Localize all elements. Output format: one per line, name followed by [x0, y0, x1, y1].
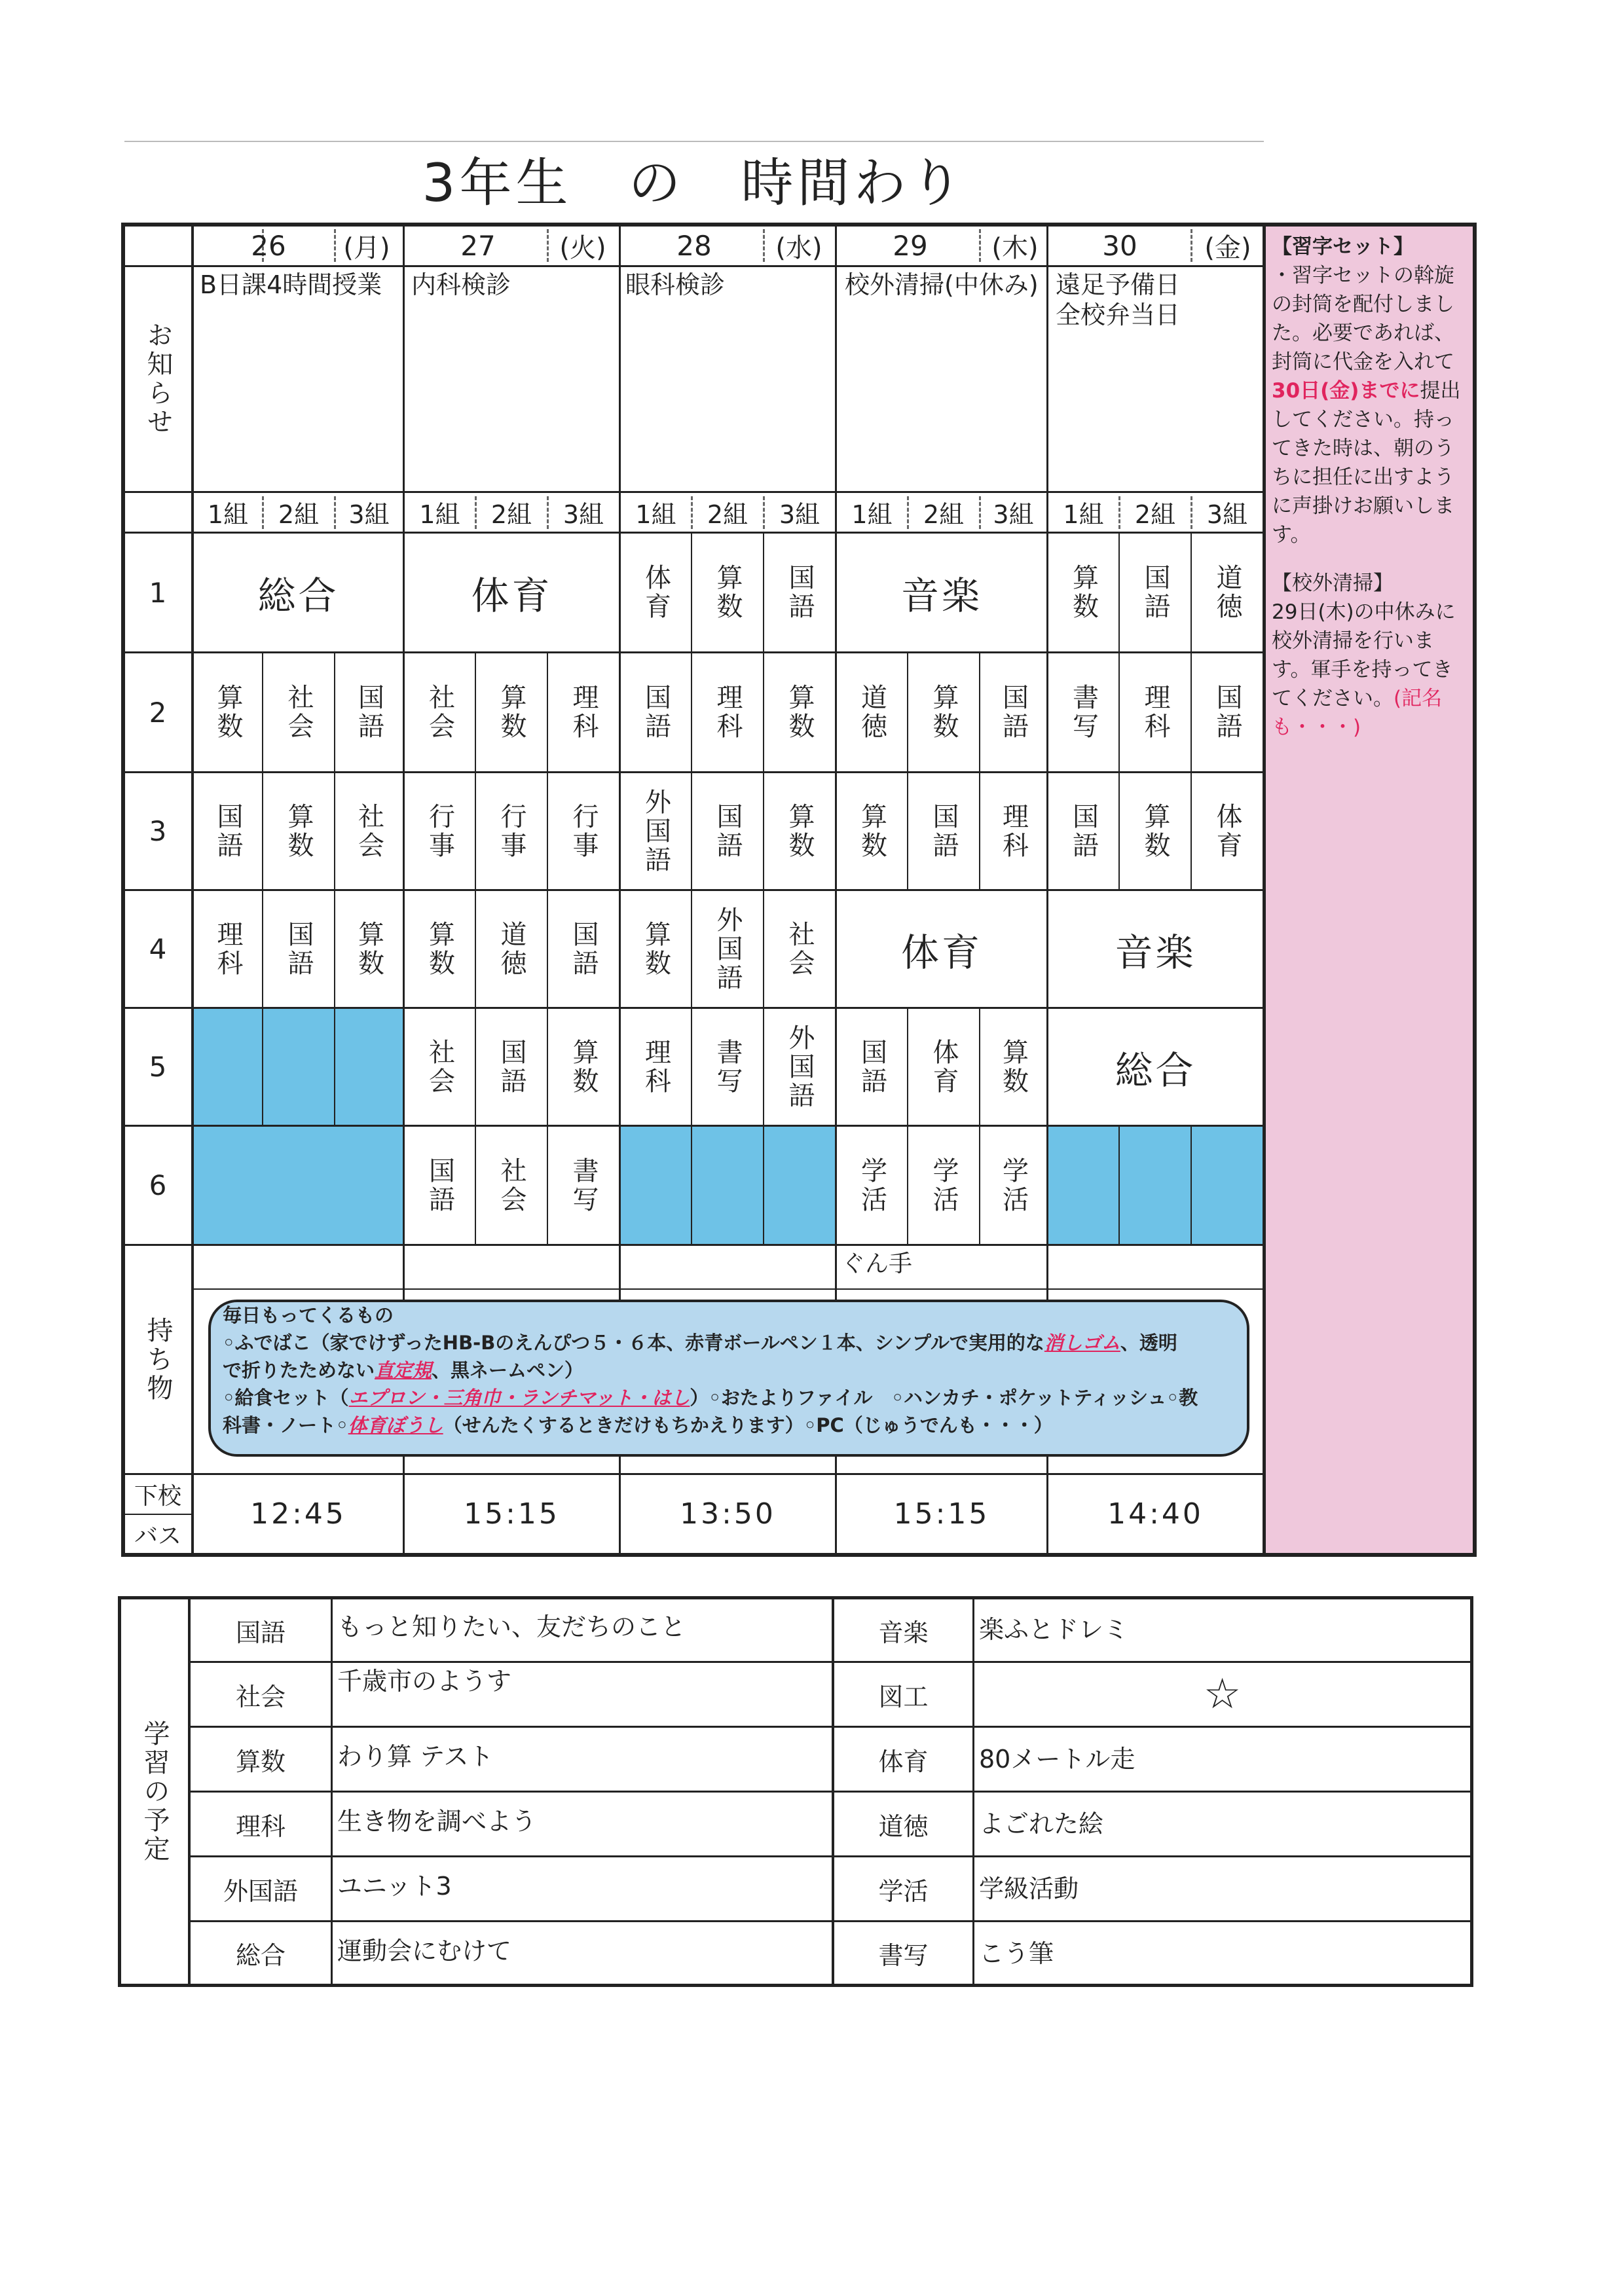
subject-cell: 社会 — [284, 683, 314, 741]
subject-cell: 学活 — [998, 1156, 1029, 1214]
subject-cell: 書写 — [712, 1038, 743, 1096]
notice-tue: 内科検診 — [411, 270, 511, 299]
subject-cell-merged: 総合 — [257, 574, 339, 618]
subject-cell: 外国語 — [640, 788, 671, 875]
empty-cell-fri-p6 — [1048, 1126, 1264, 1244]
subject-cell: 外国語 — [712, 905, 743, 993]
notice-thu: 校外清掃(中休み) — [845, 270, 1039, 299]
notice-mon: B日課4時間授業 — [200, 270, 382, 299]
group-label: 1組 — [1063, 500, 1104, 529]
group-label: 2組 — [1134, 500, 1176, 529]
dismissal-time: 15:15 — [893, 1497, 990, 1531]
plan-subject: 外国語 — [223, 1876, 298, 1906]
plan-content: 80メートル走 — [979, 1745, 1135, 1774]
subject-cell: 国語 — [1140, 564, 1170, 621]
subject-cell: 国語 — [998, 683, 1029, 741]
subject-cell: 書写 — [568, 1156, 599, 1214]
plan-subject: 総合 — [235, 1941, 286, 1970]
plan-content: 運動会にむけて — [337, 1937, 512, 1965]
plan-content: わり算 テスト — [337, 1742, 494, 1771]
subject-cell: 国語 — [284, 920, 314, 978]
period-number: 2 — [149, 696, 167, 729]
subject-cell: 道徳 — [857, 683, 887, 741]
subject-cell: 算数 — [929, 683, 959, 741]
group-label: 3組 — [348, 500, 390, 529]
plan-content: 千歳市のようす — [337, 1667, 512, 1696]
subject-cell: 算数 — [712, 564, 743, 621]
side-note-heading: 【習字セット】 — [1272, 235, 1414, 259]
day-date: 30 — [1102, 229, 1137, 262]
group-label: 1組 — [635, 500, 676, 529]
plan-subject: 学活 — [878, 1876, 929, 1906]
dismissal-time: 14:40 — [1107, 1497, 1204, 1531]
subject-cell: 学活 — [857, 1156, 887, 1214]
subject-cell: 理科 — [568, 683, 599, 741]
dismissal-label-top: 下校 — [134, 1483, 181, 1510]
subject-cell: 社会 — [784, 920, 815, 978]
plan-content: 楽ふとドレミ — [979, 1615, 1129, 1644]
side-note-body: ・習字セットの斡旋の封筒を配付しました。必要であれば、封筒に代金を入れて30日(金)までに提出してください。持ってきた時は、朝のうちに担任に出すように声掛けお願いします。 — [1272, 264, 1461, 547]
subject-cell: 学活 — [929, 1156, 959, 1214]
belongings-label: 持ち物 — [143, 1316, 173, 1403]
plan-content: 学級活動 — [979, 1874, 1079, 1903]
subject-cell: 国語 — [354, 683, 384, 741]
subject-cell: 理科 — [998, 802, 1029, 860]
day-date: 28 — [676, 229, 712, 262]
subject-cell: 道徳 — [1212, 564, 1242, 621]
subject-cell: 算数 — [284, 802, 314, 860]
dismissal-time: 15:15 — [464, 1497, 560, 1531]
plan-subject: 道徳 — [878, 1812, 929, 1841]
subject-cell: 国語 — [568, 920, 599, 978]
group-label: 3組 — [993, 500, 1034, 529]
subject-cell-merged: 音楽 — [900, 574, 982, 618]
side-note-body: 29日(木)の中休みに校外清掃を行います。軍手を持ってきてください。(記名も・・・) — [1272, 600, 1456, 739]
day-of-week: (木) — [991, 232, 1039, 263]
subject-cell-merged: 体育 — [471, 574, 553, 618]
plan-subject: 理科 — [235, 1812, 286, 1841]
group-label: 2組 — [490, 500, 532, 529]
plan-subject: 図工 — [878, 1682, 929, 1711]
subject-cell-merged: 総合 — [1115, 1048, 1196, 1093]
subject-cell: 体育 — [929, 1038, 959, 1096]
daily-items-line: 科書・ノート◦体育ぼうし（せんたくするときだけもちかえります）◦PC（じゅうでんも・・・） — [223, 1414, 1053, 1436]
group-label: 3組 — [563, 500, 604, 529]
side-note — [1272, 232, 1468, 742]
group-label: 1組 — [419, 500, 460, 529]
subject-cell: 行事 — [424, 802, 455, 860]
subject-cell: 国語 — [496, 1038, 526, 1096]
dismissal-label-bottom: バス — [134, 1522, 181, 1550]
plan-subject: 国語 — [235, 1618, 286, 1647]
subject-cell: 理科 — [712, 683, 743, 741]
subject-cell: 算数 — [784, 802, 815, 860]
subject-cell: 国語 — [424, 1156, 455, 1214]
dismissal-time: 12:45 — [250, 1497, 346, 1531]
subject-cell: 算数 — [496, 683, 526, 741]
plan-content: ユニット3 — [337, 1872, 452, 1901]
subject-cell: 算数 — [784, 683, 815, 741]
subject-cell: 書写 — [1068, 683, 1099, 741]
day-date: 26 — [251, 229, 286, 262]
subject-cell: 算数 — [213, 683, 243, 741]
plan-content: もっと知りたい、友だちのこと — [337, 1613, 686, 1641]
day-of-week: (月) — [343, 232, 390, 263]
plan-subject: 算数 — [235, 1747, 286, 1776]
subject-cell: 国語 — [213, 802, 243, 860]
plan-subject: 音楽 — [878, 1618, 929, 1647]
subject-cell: 社会 — [424, 683, 455, 741]
subject-cell: 理科 — [213, 920, 243, 978]
subject-cell: 算数 — [1140, 802, 1170, 860]
subject-cell: 算数 — [998, 1038, 1029, 1096]
dismissal-time: 13:50 — [680, 1497, 776, 1531]
notice-wed: 眼科検診 — [625, 270, 726, 299]
day-of-week: (水) — [775, 232, 822, 263]
page-title: 3年生 の 時間わり — [422, 153, 967, 213]
subject-cell: 国語 — [1068, 802, 1099, 860]
period-number: 4 — [149, 933, 167, 965]
day-date: 27 — [460, 229, 496, 262]
subject-cell: 社会 — [354, 802, 384, 860]
subject-cell: 道徳 — [496, 920, 526, 978]
group-label: 1組 — [207, 500, 249, 529]
subject-cell: 社会 — [424, 1038, 455, 1096]
subject-cell: 算数 — [354, 920, 384, 978]
group-label: 2組 — [278, 500, 320, 529]
group-label: 3組 — [1206, 500, 1248, 529]
plan-content: こう筆 — [979, 1939, 1054, 1968]
day-of-week: (火) — [559, 232, 606, 263]
plan-content: 生き物を調べよう — [337, 1807, 537, 1836]
subject-cell: 国語 — [1212, 683, 1242, 741]
subject-cell: 理科 — [1140, 683, 1170, 741]
daily-items-line: ◦給食セット（エプロン・三角巾・ランチマット・はし）◦おたよりファイル ◦ハンカチ・ポケットティッシュ◦教 — [223, 1387, 1198, 1409]
daily-items-heading: 毎日もってくるもの — [223, 1304, 394, 1326]
subject-cell: 社会 — [496, 1156, 526, 1214]
plan-subject: 書写 — [878, 1941, 929, 1970]
subject-cell: 行事 — [496, 802, 526, 860]
subject-cell: 国語 — [929, 802, 959, 860]
group-label: 2組 — [707, 500, 748, 529]
subject-cell: 体育 — [1212, 802, 1242, 860]
subject-cell: 算数 — [857, 802, 887, 860]
belongings-note-thu: ぐん手 — [841, 1250, 913, 1277]
group-label: 1組 — [851, 500, 893, 529]
period-number: 1 — [149, 576, 167, 609]
group-label: 2組 — [923, 500, 965, 529]
subject-cell: 算数 — [640, 920, 671, 978]
subject-cell: 理科 — [640, 1038, 671, 1096]
subject-cell: 国語 — [784, 564, 815, 621]
notice-label: お知らせ — [143, 321, 173, 437]
subject-cell: 国語 — [640, 683, 671, 741]
side-note-heading: 【校外清掃】 — [1272, 572, 1393, 595]
day-of-week: (金) — [1204, 232, 1251, 263]
plan-content-star: ☆ — [1203, 1670, 1242, 1719]
empty-cell-mon-p6 — [193, 1126, 403, 1244]
subject-cell: 外国語 — [784, 1023, 815, 1110]
subject-cell: 行事 — [568, 802, 599, 860]
learning-plan-label: 学習の予定 — [139, 1719, 170, 1864]
day-date: 29 — [893, 229, 928, 262]
subject-cell-merged: 音楽 — [1115, 930, 1196, 975]
plan-subject: 社会 — [235, 1682, 286, 1711]
period-number: 6 — [149, 1169, 167, 1201]
empty-cell-wed-p6 — [619, 1126, 835, 1244]
subject-cell: 算数 — [424, 920, 455, 978]
plan-content: よごれた絵 — [979, 1810, 1104, 1838]
subject-cell: 算数 — [1068, 564, 1099, 621]
empty-cell-mon-p5 — [193, 1008, 403, 1126]
subject-cell: 国語 — [857, 1038, 887, 1096]
period-number: 3 — [149, 815, 167, 847]
group-label: 3組 — [779, 500, 821, 529]
subject-cell: 算数 — [568, 1038, 599, 1096]
daily-items-line: で折りたためない直定規、黒ネームペン） — [223, 1359, 584, 1381]
daily-items-line: ◦ふでばこ（家でけずったHB-Bのえんぴつ５・６本、赤青ボールペン１本、シンプルで実用的な消しゴム、透明 — [223, 1332, 1177, 1354]
period-number: 5 — [149, 1051, 167, 1083]
daily-items-text — [223, 1302, 1238, 1439]
subject-cell: 体育 — [640, 564, 671, 621]
notice-fri: 遠足予備日 全校弁当日 — [1056, 270, 1181, 329]
subject-cell: 国語 — [712, 802, 743, 860]
plan-subject: 体育 — [878, 1747, 929, 1776]
subject-cell-merged: 体育 — [900, 930, 982, 975]
